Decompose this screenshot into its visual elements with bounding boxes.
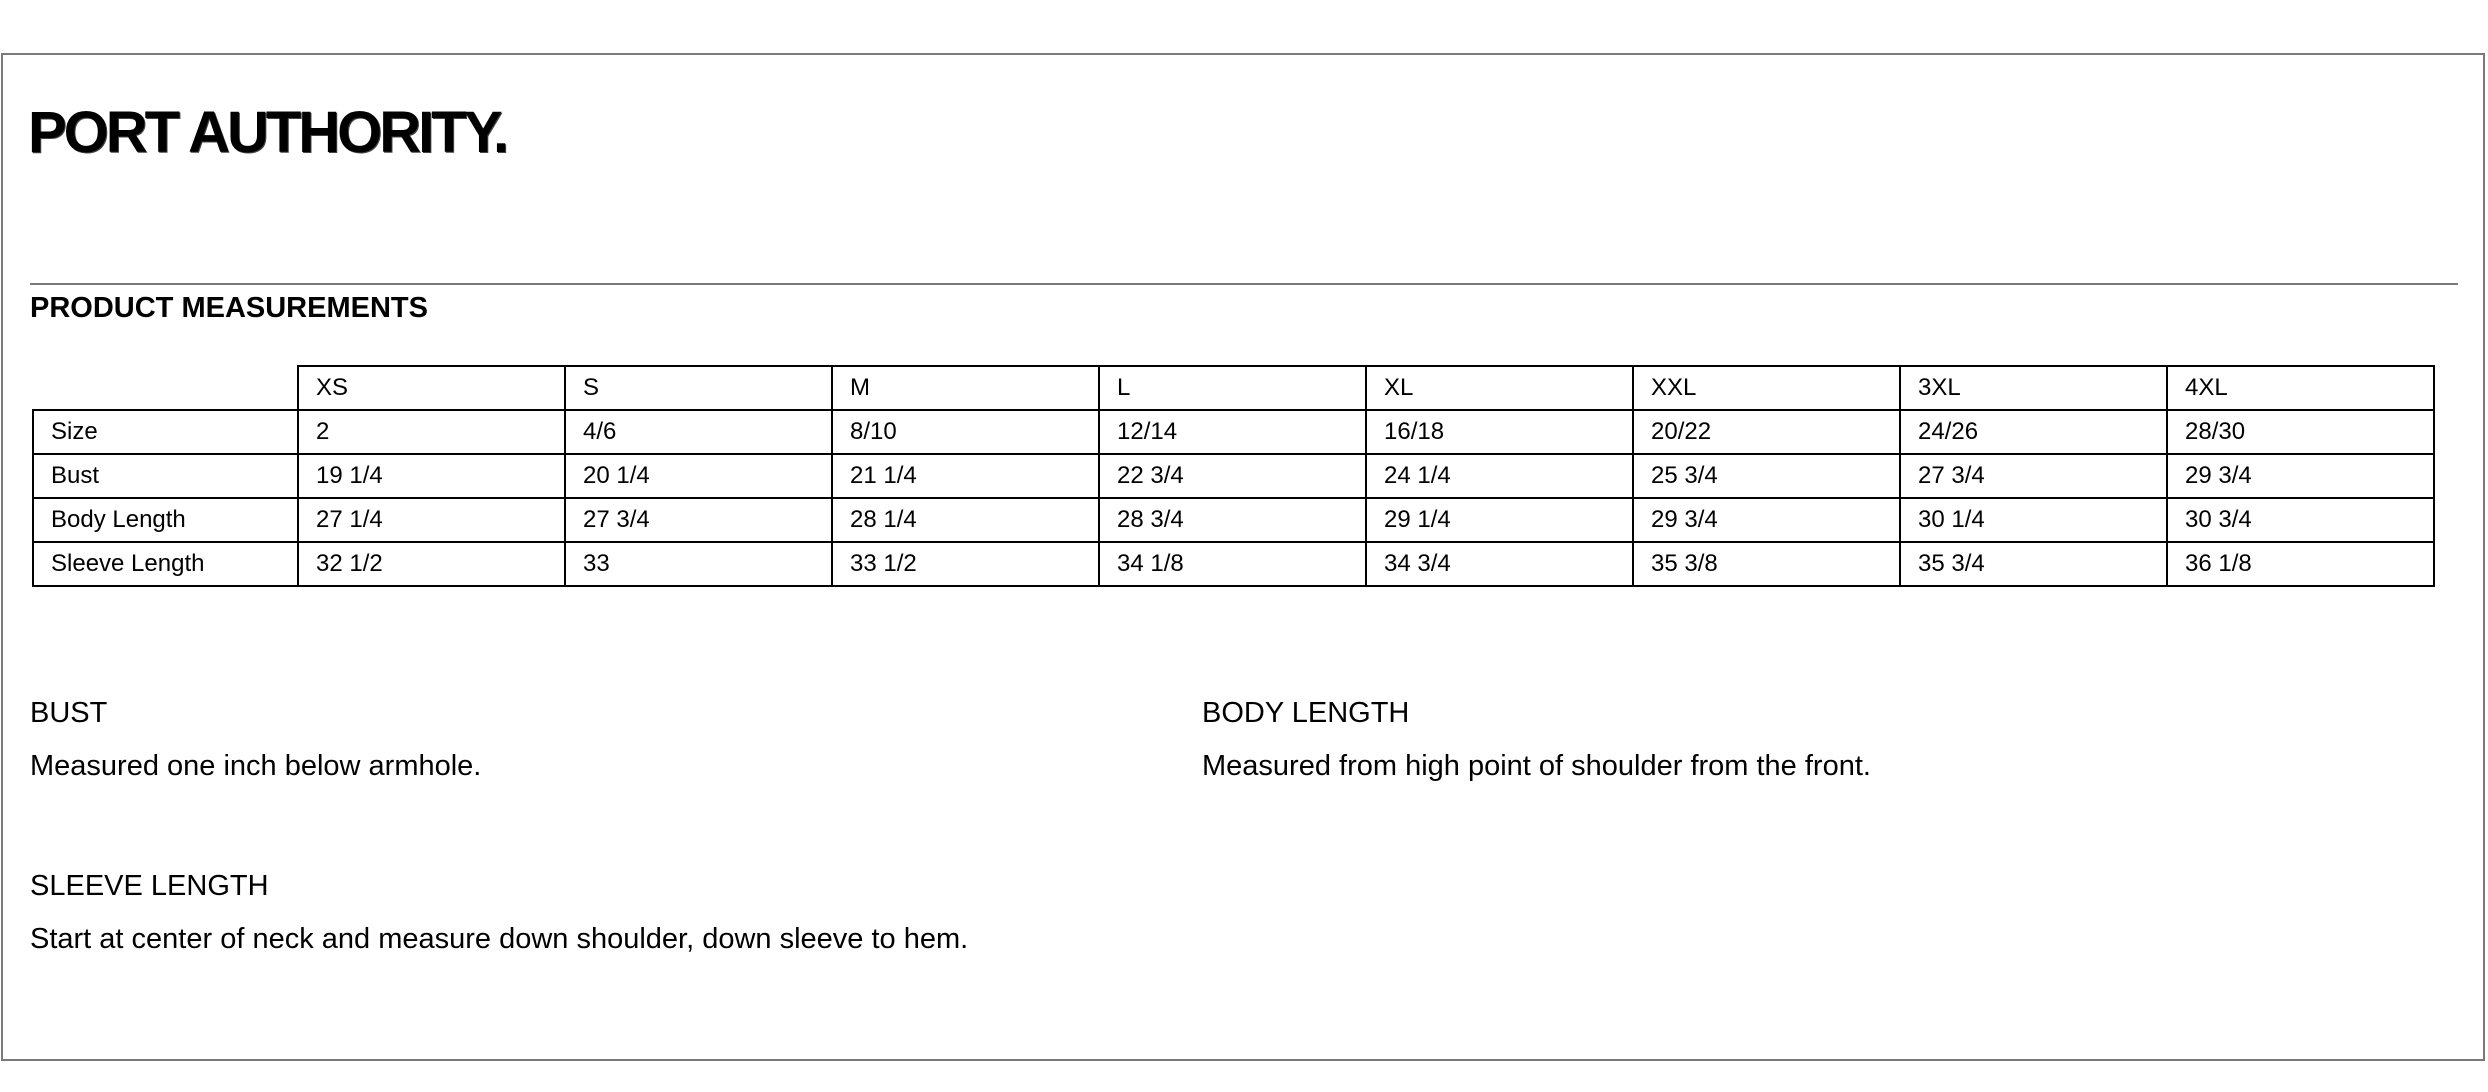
table-cell: 34 1/8	[1099, 542, 1366, 586]
table-cell: 8/10	[832, 410, 1099, 454]
table-cell: 34 3/4	[1366, 542, 1633, 586]
size-header: 3XL	[1900, 366, 2167, 410]
table-cell: 33	[565, 542, 832, 586]
size-header: S	[565, 366, 832, 410]
size-header: 4XL	[2167, 366, 2434, 410]
table-cell: 36 1/8	[2167, 542, 2434, 586]
brand-logo: PORT AUTHORITY.	[28, 100, 507, 165]
size-header: XS	[298, 366, 565, 410]
row-label: Body Length	[33, 498, 298, 542]
sleeve-length-description: Start at center of neck and measure down shoulder, down sleeve to hem.	[30, 923, 969, 955]
table-row	[33, 454, 2434, 498]
table-cell: 2	[298, 410, 565, 454]
bust-description: Measured one inch below armhole.	[30, 750, 482, 782]
size-chart-table	[32, 365, 2435, 587]
table-row	[33, 542, 2434, 586]
body-length-heading: BODY LENGTH	[1202, 697, 1410, 729]
row-label: Sleeve Length	[33, 542, 298, 586]
size-header: M	[832, 366, 1099, 410]
row-label: Size	[33, 410, 298, 454]
table-cell: 25 3/4	[1633, 454, 1900, 498]
table-cell: 22 3/4	[1099, 454, 1366, 498]
table-cell: 16/18	[1366, 410, 1633, 454]
table-cell: 24 1/4	[1366, 454, 1633, 498]
table-cell: 30 1/4	[1900, 498, 2167, 542]
body-length-description: Measured from high point of shoulder from the front.	[1202, 750, 1871, 782]
table-cell: 29 3/4	[2167, 454, 2434, 498]
table-cell: 27 3/4	[1900, 454, 2167, 498]
table-cell: 4/6	[565, 410, 832, 454]
size-header: XXL	[1633, 366, 1900, 410]
table-row	[33, 498, 2434, 542]
table-cell: 28/30	[2167, 410, 2434, 454]
table-cell: 35 3/8	[1633, 542, 1900, 586]
table-cell: 21 1/4	[832, 454, 1099, 498]
table-cell: 20 1/4	[565, 454, 832, 498]
sleeve-length-heading: SLEEVE LENGTH	[30, 870, 269, 902]
table-corner-cell	[33, 366, 298, 410]
row-label: Bust	[33, 454, 298, 498]
table-cell: 12/14	[1099, 410, 1366, 454]
table-cell: 24/26	[1900, 410, 2167, 454]
table-cell: 29 3/4	[1633, 498, 1900, 542]
section-title: PRODUCT MEASUREMENTS	[30, 292, 428, 324]
table-cell: 20/22	[1633, 410, 1900, 454]
table-cell: 32 1/2	[298, 542, 565, 586]
table-cell: 19 1/4	[298, 454, 565, 498]
table-cell: 28 1/4	[832, 498, 1099, 542]
table-cell: 30 3/4	[2167, 498, 2434, 542]
table-cell: 33 1/2	[832, 542, 1099, 586]
table-cell: 29 1/4	[1366, 498, 1633, 542]
table-cell: 35 3/4	[1900, 542, 2167, 586]
divider	[30, 283, 2458, 285]
table-cell: 28 3/4	[1099, 498, 1366, 542]
size-header: XL	[1366, 366, 1633, 410]
table-cell: 27 3/4	[565, 498, 832, 542]
table-row	[33, 410, 2434, 454]
size-header: L	[1099, 366, 1366, 410]
bust-heading: BUST	[30, 697, 108, 729]
table-cell: 27 1/4	[298, 498, 565, 542]
table-header-row	[33, 366, 2434, 410]
